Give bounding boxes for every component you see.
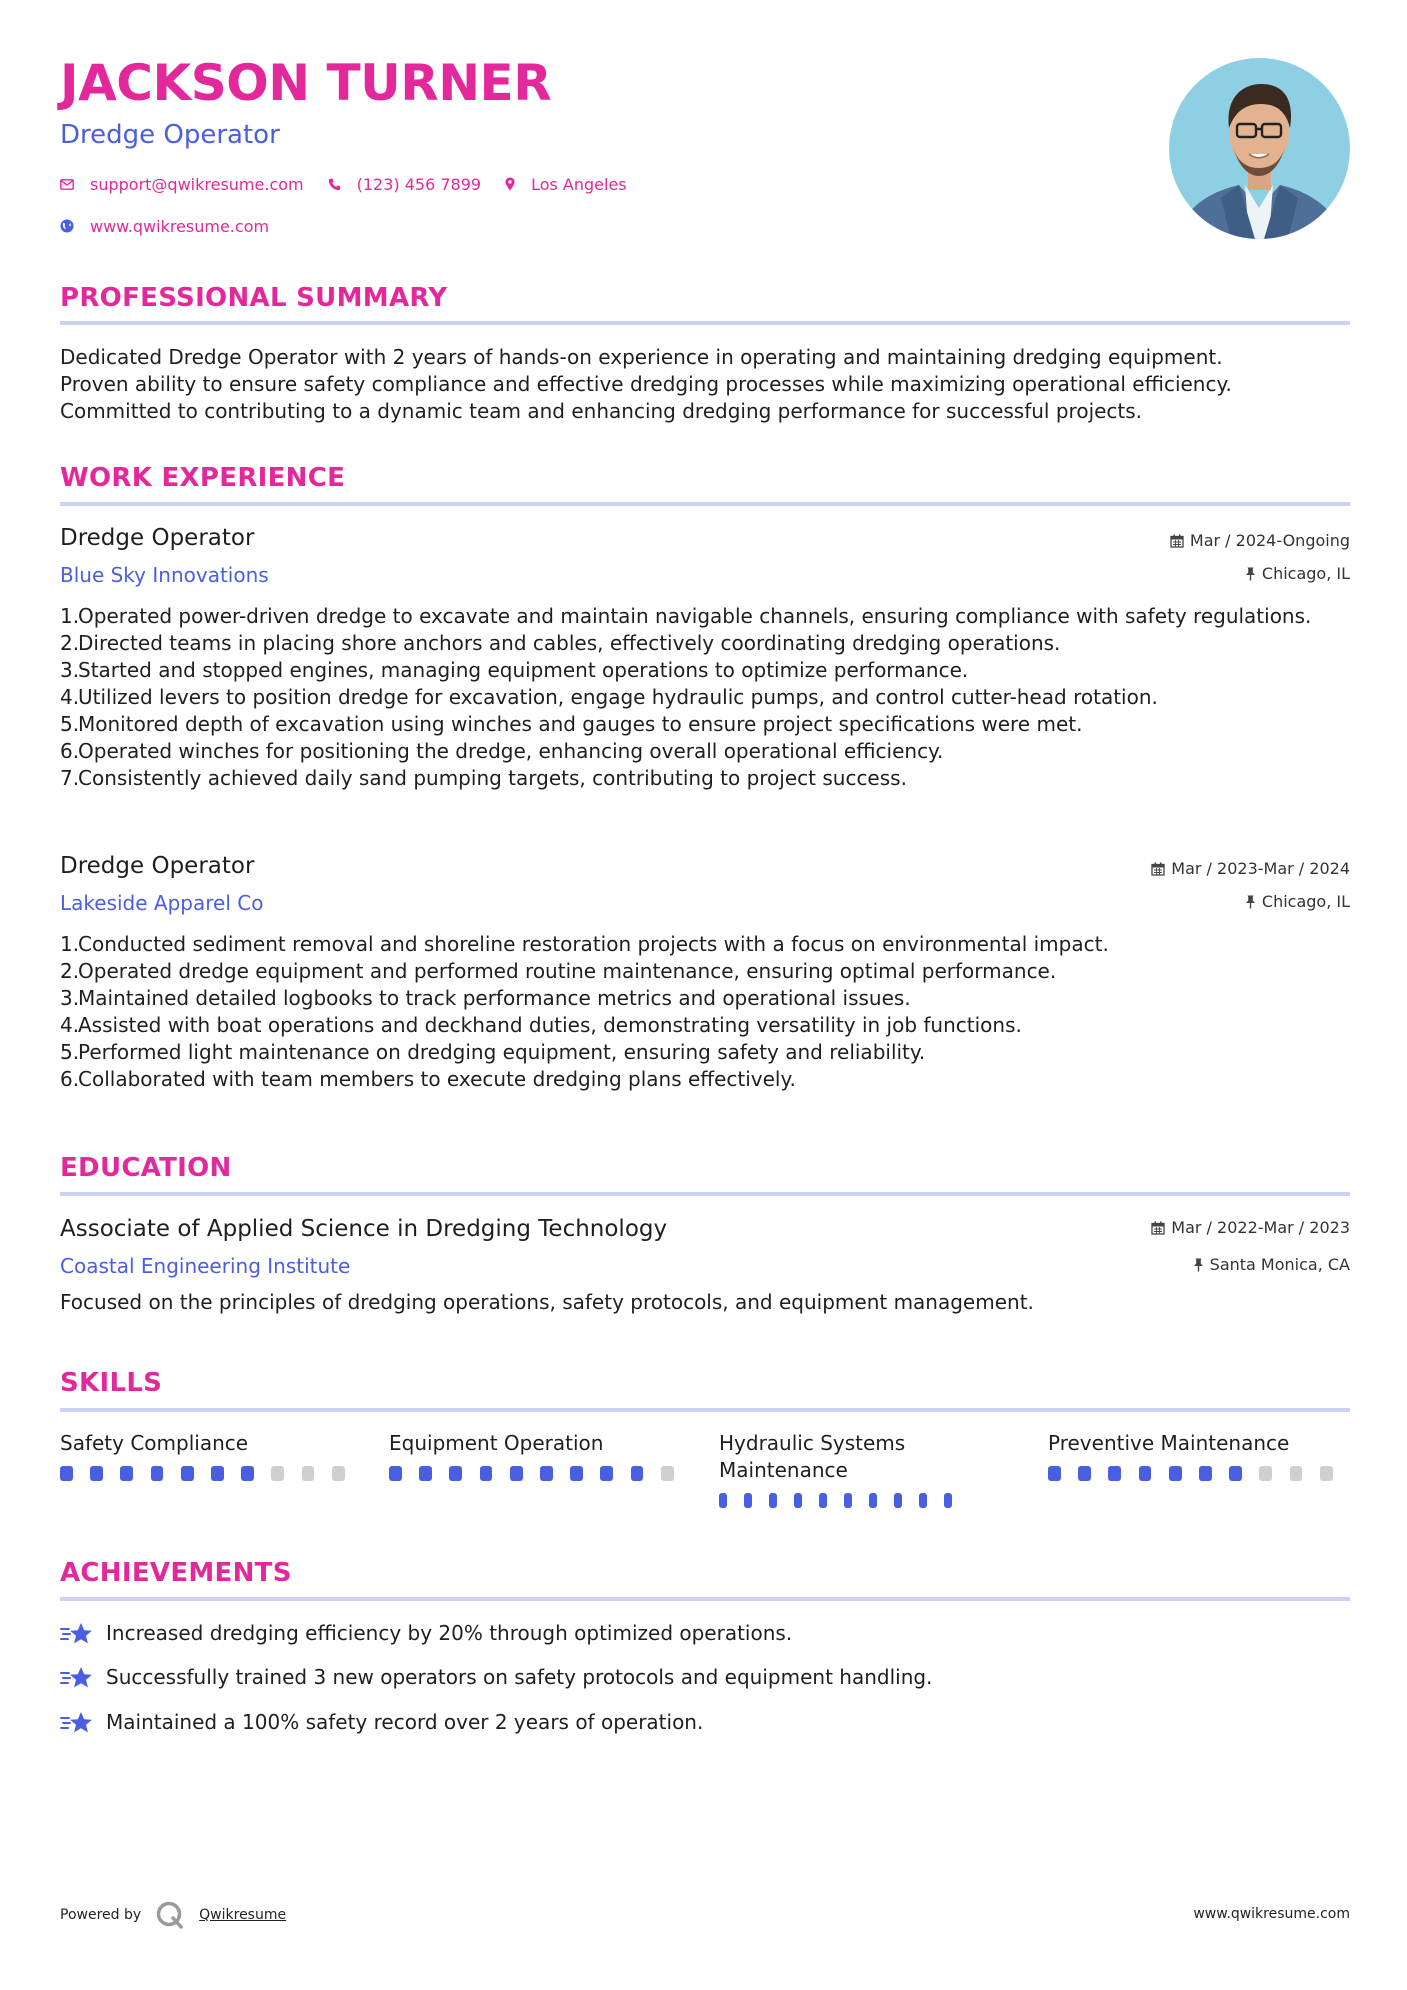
list-item: 2. Operated dredge equipment and performed routine maintenance, ensuring optimal performance. [60,959,1057,983]
bullet-text: Consistently achieved daily sand pumping targets, contributing to project success. [78,766,907,790]
phone-text: (123) 456 7899 [356,174,482,194]
list-item: 5. Monitored depth of excavation using winches and gauges to ensure project specifications were met. [60,712,1083,736]
education-dates-text: Mar / 2022-Mar / 2023 [1171,1218,1350,1237]
skill-dot-filled [449,1466,462,1481]
skill-dot-filled [769,1493,777,1508]
education-location [1193,1254,1350,1276]
job-dates [1170,530,1350,552]
achievement-text: Successfully trained 3 new operators on safety protocols and equipment handling. [106,1665,933,1689]
email-text: support@qwikresume.com [90,174,304,194]
skill-rating [719,1493,969,1508]
resume-page [60,0,1350,1990]
bullet-text: Operated power-driven dredge to excavate and maintain navigable channels, ensuring compliance with safety regulations. [78,604,1312,628]
skill-dot-filled [1139,1466,1152,1481]
skill-dot-empty [661,1466,674,1481]
summary-line: Dedicated Dredge Operator with 2 years of hands-on experience in operating and maintaining dredging equipment. [60,345,1223,369]
skill-dot-filled [90,1466,103,1481]
skill-dot-filled [631,1466,644,1481]
skill-dot-filled [211,1466,224,1481]
website-row [60,212,293,240]
skill-name: Equipment Operation [389,1431,604,1455]
bullet-text: Maintained detailed logbooks to track performance metrics and operational issues. [78,986,911,1010]
skill-dot-filled [1199,1466,1212,1481]
email-contact[interactable] [60,175,304,194]
section-divider [60,1408,1350,1412]
skill-dot-filled [794,1493,802,1508]
powered-by-label: Powered by [60,1907,142,1923]
skill-dot-empty [1259,1466,1272,1481]
skill-dot-empty [302,1466,315,1481]
skill-dot-filled [1078,1466,1091,1481]
skill-name: Preventive Maintenance [1048,1431,1290,1455]
job-title: Dredge Operator [60,853,255,879]
list-item: 3. Started and stopped engines, managing equipment operations to optimize performance. [60,658,969,682]
powered-by [60,1900,286,1930]
star-badge-icon [60,1665,94,1691]
job-bullets [60,931,1350,1093]
bullet-text: Assisted with boat operations and deckhand duties, demonstrating versatility in job functions. [78,1013,1022,1037]
skill-dot-filled [869,1493,877,1508]
skill-rating [60,1466,362,1481]
bullet-text: Conducted sediment removal and shoreline restoration projects with a focus on environmental impact. [78,932,1109,956]
summary-line: Committed to contributing to a dynamic team and enhancing dredging performance for successful projects. [60,399,1143,423]
job-bullets [60,603,1350,792]
skill-dot-filled [540,1466,553,1481]
skill-dot-filled [480,1466,493,1481]
candidate-name: JACKSON TURNER [60,54,552,112]
skill-dot-filled [744,1493,752,1508]
skill-dot-empty [1290,1466,1303,1481]
achievement-text: Maintained a 100% safety record over 2 years of operation. [106,1710,704,1734]
website-contact[interactable] [60,217,269,236]
skill-dot-filled [241,1466,254,1481]
brand-link[interactable]: Qwikresume [199,1907,287,1923]
job-location [1245,563,1350,585]
map-pin-icon [505,177,515,191]
summary-text [60,344,1350,425]
location-text: Los Angeles [531,174,627,194]
list-item: 7. Consistently achieved daily sand pumping targets, contributing to project success. [60,766,907,790]
calendar-icon [1170,534,1184,548]
skill-dot-filled [944,1493,952,1508]
calendar-icon [1151,1221,1165,1235]
skill-dot-filled [1048,1466,1061,1481]
degree-title: Associate of Applied Science in Dredging Technology [60,1216,668,1242]
list-item: 1. Operated power-driven dredge to excavate and maintain navigable channels, ensuring compliance with safety regulations. [60,604,1312,628]
contact-row [60,170,651,198]
summary-line: Proven ability to ensure safety compliance and effective dredging processes while maximizing operational efficiency. [60,372,1232,396]
skill-dot-filled [151,1466,164,1481]
skill-rating [389,1466,691,1481]
pushpin-icon [1245,895,1256,909]
job-dates-text: Mar / 2024-Ongoing [1189,531,1350,550]
bullet-text: Monitored depth of excavation using winches and gauges to ensure project specifications were met. [78,712,1083,736]
skill-dot-filled [894,1493,902,1508]
list-item: 6. Operated winches for positioning the dredge, enhancing overall operational efficiency. [60,739,944,763]
calendar-icon [1151,862,1165,876]
bullet-text: Utilized levers to position dredge for excavation, engage hydraulic pumps, and control cutter-head rotation. [78,685,1158,709]
qwikresume-logo-icon [155,1900,185,1930]
skill-dot-filled [819,1493,827,1508]
section-title-achievements: ACHIEVEMENTS [60,1558,292,1588]
skill-dot-empty [332,1466,345,1481]
section-divider [60,1597,1350,1601]
candidate-role: Dredge Operator [60,120,280,150]
company-name: Lakeside Apparel Co [60,891,264,915]
skill-dot-filled [719,1493,727,1508]
bullet-text: Collaborated with team members to execute dredging plans effectively. [78,1067,796,1091]
job-location-text: Chicago, IL [1261,564,1350,583]
pushpin-icon [1245,567,1256,581]
education-description: Focused on the principles of dredging operations, safety protocols, and equipment management. [60,1290,1034,1314]
skill-dot-filled [181,1466,194,1481]
job-title: Dredge Operator [60,525,255,551]
skill-dot-filled [600,1466,613,1481]
section-title-skills: SKILLS [60,1368,163,1398]
skill-dot-filled [844,1493,852,1508]
bullet-text: Operated winches for positioning the dredge, enhancing overall operational efficiency. [78,739,944,763]
skill-dot-filled [1229,1466,1242,1481]
bullet-text: Started and stopped engines, managing equipment operations to optimize performance. [78,658,969,682]
list-item: 1. Conducted sediment removal and shoreline restoration projects with a focus on environmental impact. [60,932,1109,956]
skill-dot-filled [919,1493,927,1508]
skill-item [389,1430,691,1481]
skill-dot-filled [1169,1466,1182,1481]
job-location [1245,891,1350,913]
phone-icon [328,178,341,191]
skill-rating [1048,1466,1350,1481]
job-location-text: Chicago, IL [1261,892,1350,911]
bullet-text: Directed teams in placing shore anchors and cables, effectively coordinating dredging operations. [78,631,1061,655]
skill-dot-filled [389,1466,402,1481]
job-dates-text: Mar / 2023-Mar / 2024 [1171,859,1350,878]
list-item: 4. Assisted with boat operations and deckhand duties, demonstrating versatility in job functions. [60,1013,1022,1037]
section-divider [60,1192,1350,1196]
skill-dot-empty [1320,1466,1333,1481]
section-divider [60,502,1350,506]
list-item: 4. Utilized levers to position dredge for excavation, engage hydraulic pumps, and control cutter-head rotation. [60,685,1158,709]
skill-dot-filled [120,1466,133,1481]
skill-dot-empty [271,1466,284,1481]
education-location-text: Santa Monica, CA [1209,1255,1350,1274]
skill-name: Hydraulic Systems Maintenance [719,1431,906,1482]
achievement-item [60,1664,932,1691]
skill-dot-filled [510,1466,523,1481]
achievement-text: Increased dredging efficiency by 20% through optimized operations. [106,1621,793,1645]
list-item: 3. Maintained detailed logbooks to track performance metrics and operational issues. [60,986,911,1010]
section-title-summary: PROFESSIONAL SUMMARY [60,283,448,313]
skill-dot-filled [419,1466,432,1481]
section-title-education: EDUCATION [60,1153,232,1183]
skill-item [1048,1430,1350,1481]
skill-item [719,1430,969,1508]
section-divider [60,321,1350,325]
envelope-icon [60,179,74,190]
list-item: 6. Collaborated with team members to execute dredging plans effectively. [60,1067,796,1091]
section-title-experience: WORK EXPERIENCE [60,463,346,493]
star-badge-icon [60,1710,94,1736]
list-item: 5. Performed light maintenance on dredging equipment, ensuring safety and reliability. [60,1040,926,1064]
job-dates [1151,858,1350,880]
globe-icon [60,219,74,233]
skill-dot-filled [570,1466,583,1481]
location-contact [505,175,627,194]
profile-photo [1169,58,1350,239]
bullet-text: Operated dredge equipment and performed routine maintenance, ensuring optimal performance. [78,959,1057,983]
school-name: Coastal Engineering Institute [60,1254,351,1278]
company-name: Blue Sky Innovations [60,563,269,587]
website-text: www.qwikresume.com [90,216,270,236]
list-item: 2. Directed teams in placing shore anchors and cables, effectively coordinating dredging operations. [60,631,1061,655]
skill-name: Safety Compliance [60,1431,249,1455]
achievement-item [60,1709,703,1736]
skill-dot-filled [60,1466,73,1481]
education-dates [1151,1217,1350,1239]
footer-site-link[interactable]: www.qwikresume.com [1193,1906,1350,1922]
bullet-text: Performed light maintenance on dredging equipment, ensuring safety and reliability. [78,1040,926,1064]
pushpin-icon [1193,1258,1204,1272]
skill-dot-filled [1108,1466,1121,1481]
skill-item [60,1430,362,1481]
phone-contact[interactable] [328,175,481,194]
star-badge-icon [60,1621,94,1647]
achievement-item [60,1620,792,1647]
